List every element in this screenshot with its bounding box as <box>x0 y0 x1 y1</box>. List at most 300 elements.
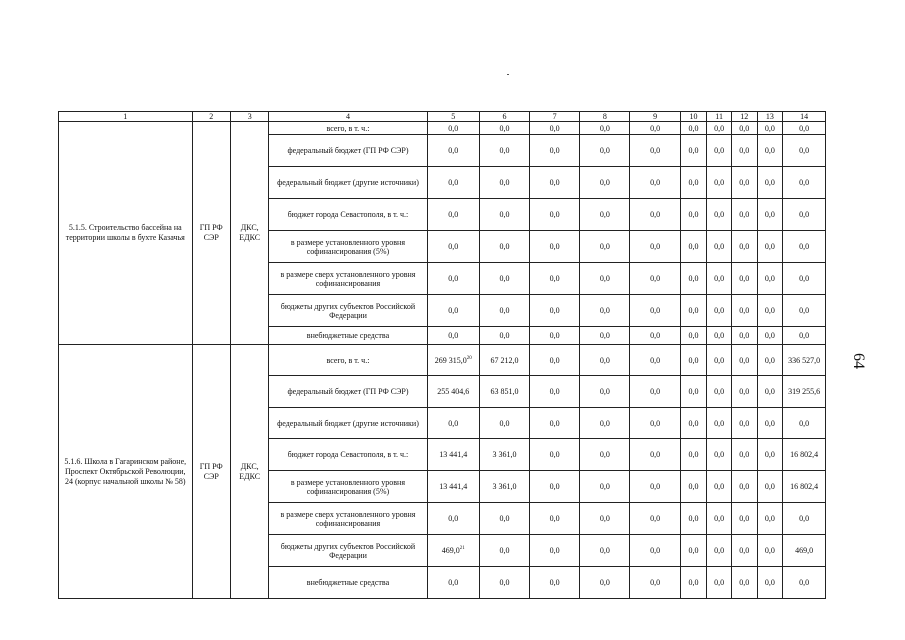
value-cell <box>731 199 757 231</box>
value-cell <box>427 535 479 567</box>
value-text: 0,0 <box>764 178 775 187</box>
value-text: 0,0 <box>739 578 750 587</box>
value-text: 0,0 <box>549 546 560 555</box>
value-text: 0,0 <box>764 146 775 155</box>
header-cell: 14 <box>783 112 826 122</box>
value-cell <box>707 439 732 471</box>
value-cell <box>427 376 479 408</box>
value-cell <box>479 567 529 599</box>
value-cell <box>580 535 630 567</box>
value-text: 0,0 <box>549 331 560 340</box>
value-cell <box>757 135 783 167</box>
value-text: 0,0 <box>714 242 725 251</box>
value-cell <box>530 471 580 503</box>
value-cell <box>530 231 580 263</box>
value-text: 0,0 <box>499 210 510 219</box>
value-cell <box>757 263 783 295</box>
value-text: 0,0 <box>448 418 459 428</box>
value-text: 0,0 <box>688 450 699 459</box>
scan-speck <box>507 74 509 75</box>
value-cell <box>707 345 732 376</box>
value-text: 0,0 <box>549 418 560 428</box>
value-cell <box>630 167 680 199</box>
value-text: 0,0 <box>688 146 699 155</box>
value-cell <box>630 199 680 231</box>
value-cell <box>680 567 707 599</box>
value-cell <box>680 263 707 295</box>
value-cell <box>580 567 630 599</box>
value-text: 0,0 <box>714 482 725 491</box>
value-cell <box>731 345 757 376</box>
funding-source-label: бюджет города Севастополя, в т. ч.: <box>269 199 427 231</box>
value-text: 0,0 <box>714 123 725 133</box>
value-text: 0,0 <box>714 210 725 219</box>
value-cell <box>680 471 707 503</box>
value-text: 0,0 <box>650 331 661 340</box>
funding-source-label: в размере сверх установленного уровня софинансирования <box>269 503 427 535</box>
value-cell <box>680 535 707 567</box>
header-cell: 3 <box>230 112 268 122</box>
value-text: 0,0 <box>764 482 775 491</box>
value-cell <box>580 167 630 199</box>
value-cell <box>680 122 707 135</box>
value-cell <box>783 535 826 567</box>
value-text: 0,0 <box>688 418 699 428</box>
value-cell <box>757 167 783 199</box>
value-text: 0,0 <box>499 331 510 340</box>
value-cell <box>731 122 757 135</box>
value-text: 0,0 <box>549 514 560 523</box>
value-cell <box>707 231 732 263</box>
funding-source-label: федеральный бюджет (ГП РФ СЭР) <box>269 135 427 167</box>
value-text: 3 361,0 <box>492 450 517 459</box>
value-cell <box>530 263 580 295</box>
value-text: 0,0 <box>739 482 750 491</box>
value-cell <box>479 295 529 327</box>
value-cell <box>580 376 630 408</box>
value-text: 0,0 <box>599 387 610 396</box>
value-text: 0,0 <box>688 306 699 315</box>
value-cell <box>757 408 783 439</box>
value-cell <box>707 327 732 345</box>
value-cell <box>783 567 826 599</box>
value-text: 0,0 <box>764 331 775 340</box>
footnote-marker: 21 <box>459 546 465 551</box>
value-text: 0,0 <box>714 578 725 587</box>
value-text: 0,0 <box>799 123 810 133</box>
value-text: 0,0 <box>650 418 661 428</box>
value-text: 0,0 <box>799 418 810 428</box>
funding-source-label: всего, в т. ч.: <box>269 122 427 135</box>
value-cell <box>630 376 680 408</box>
value-text: 0,0 <box>764 578 775 587</box>
value-cell <box>680 135 707 167</box>
value-text: 0,0 <box>499 546 510 555</box>
value-cell <box>783 439 826 471</box>
value-text: 0,0 <box>714 146 725 155</box>
value-text: 0,0 <box>764 242 775 251</box>
value-cell <box>630 135 680 167</box>
value-cell <box>731 231 757 263</box>
funding-source-label: федеральный бюджет (ГП РФ СЭР) <box>269 376 427 408</box>
funding-source-label: всего, в т. ч.: <box>269 345 427 376</box>
value-cell <box>580 231 630 263</box>
value-text: 255 404,6 <box>437 387 470 396</box>
value-cell <box>427 295 479 327</box>
footnote-marker: 20 <box>466 355 472 361</box>
value-text: 0,0 <box>549 123 560 133</box>
value-cell <box>707 567 732 599</box>
value-cell <box>707 471 732 503</box>
value-text: 0,0 <box>650 274 661 283</box>
value-text: 0,0 <box>688 355 699 365</box>
value-cell <box>707 199 732 231</box>
value-cell <box>630 295 680 327</box>
value-cell <box>479 503 529 535</box>
value-text: 0,0 <box>764 355 775 365</box>
header-cell: 12 <box>731 112 757 122</box>
value-text: 0,0 <box>688 578 699 587</box>
value-text: 0,0 <box>650 178 661 187</box>
value-text: 0,0 <box>764 306 775 315</box>
value-text: 0,0 <box>739 331 750 340</box>
value-cell <box>707 535 732 567</box>
value-text: 0,0 <box>739 274 750 283</box>
value-cell <box>580 327 630 345</box>
header-cell: 6 <box>479 112 529 122</box>
funding-source-label: в размере установленного уровня софинансирования (5%) <box>269 471 427 503</box>
value-cell <box>427 135 479 167</box>
value-text: 0,0 <box>499 306 510 315</box>
value-cell <box>580 471 630 503</box>
value-cell <box>783 122 826 135</box>
funding-source-label: федеральный бюджет (другие источники) <box>269 167 427 199</box>
value-cell <box>427 327 479 345</box>
header-cell: 7 <box>530 112 580 122</box>
value-cell <box>479 327 529 345</box>
value-text: 0,0 <box>499 514 510 523</box>
value-cell <box>783 408 826 439</box>
value-text: 0,0 <box>599 146 610 155</box>
value-text: 0,0 <box>739 546 750 555</box>
value-text: 67 212,0 <box>490 355 519 365</box>
value-text: 0,0 <box>764 387 775 396</box>
value-text: 0,0 <box>448 210 459 219</box>
value-cell <box>783 135 826 167</box>
value-cell <box>757 122 783 135</box>
value-cell <box>757 376 783 408</box>
header-cell: 4 <box>269 112 427 122</box>
value-cell <box>707 263 732 295</box>
value-text: 13 441,4 <box>439 450 468 459</box>
value-cell <box>427 471 479 503</box>
value-cell <box>731 327 757 345</box>
value-cell <box>731 376 757 408</box>
value-cell <box>479 439 529 471</box>
value-cell <box>783 199 826 231</box>
value-text: 0,0 <box>650 450 661 459</box>
value-text: 469,0 <box>795 546 814 555</box>
value-cell <box>731 263 757 295</box>
value-text: 16 802,4 <box>790 450 819 459</box>
value-text: 0,0 <box>499 418 510 428</box>
value-cell <box>530 199 580 231</box>
value-text: 0,0 <box>688 210 699 219</box>
value-cell <box>580 503 630 535</box>
value-text: 0,0 <box>448 514 459 523</box>
value-text: 0,0 <box>599 331 610 340</box>
value-cell <box>783 167 826 199</box>
value-text: 16 802,4 <box>790 482 819 491</box>
value-cell <box>630 122 680 135</box>
value-text: 0,0 <box>688 242 699 251</box>
value-cell <box>757 503 783 535</box>
value-cell <box>757 345 783 376</box>
value-cell <box>680 231 707 263</box>
table-row <box>59 122 826 135</box>
value-cell <box>707 167 732 199</box>
value-text: 0,0 <box>714 355 725 365</box>
value-cell <box>630 345 680 376</box>
value-cell <box>731 471 757 503</box>
value-cell <box>630 231 680 263</box>
value-cell <box>479 167 529 199</box>
value-text: 0,0 <box>688 546 699 555</box>
value-cell <box>757 199 783 231</box>
value-text: 0,0 <box>764 418 775 428</box>
value-text: 0,0 <box>448 331 459 340</box>
value-cell <box>479 199 529 231</box>
value-text: 0,0 <box>714 331 725 340</box>
value-cell <box>479 376 529 408</box>
funding-source-label: бюджеты других субъектов Российской Федерации <box>269 295 427 327</box>
value-text: 0,0 <box>549 178 560 187</box>
value-cell <box>731 295 757 327</box>
value-text: 0,0 <box>599 274 610 283</box>
value-text: 0,0 <box>599 178 610 187</box>
value-text: 0,0 <box>599 355 610 365</box>
program-cell: ГП РФ СЭР <box>192 122 230 345</box>
funding-source-label: бюджеты других субъектов Российской Федерации <box>269 535 427 567</box>
value-cell <box>757 295 783 327</box>
value-cell <box>427 231 479 263</box>
value-cell <box>427 263 479 295</box>
value-cell <box>630 327 680 345</box>
value-text: 0,0 <box>739 306 750 315</box>
value-text: 469,0 <box>441 546 460 555</box>
value-text: 0,0 <box>688 482 699 491</box>
value-cell <box>630 263 680 295</box>
value-text: 0,0 <box>739 178 750 187</box>
value-cell <box>479 263 529 295</box>
value-text: 0,0 <box>549 482 560 491</box>
value-cell <box>427 167 479 199</box>
value-text: 0,0 <box>650 387 661 396</box>
value-cell <box>731 439 757 471</box>
value-cell <box>731 503 757 535</box>
value-cell <box>680 408 707 439</box>
value-text: 0,0 <box>499 146 510 155</box>
value-text: 0,0 <box>650 123 661 133</box>
value-cell <box>530 295 580 327</box>
value-text: 0,0 <box>650 210 661 219</box>
value-cell <box>530 135 580 167</box>
value-cell <box>530 327 580 345</box>
value-text: 0,0 <box>688 514 699 523</box>
value-text: 13 441,4 <box>439 482 468 491</box>
budget-table <box>58 111 826 599</box>
value-cell <box>680 327 707 345</box>
value-text: 0,0 <box>688 178 699 187</box>
value-cell <box>680 167 707 199</box>
value-text: 0,0 <box>448 146 459 155</box>
value-text: 0,0 <box>714 178 725 187</box>
value-text: 0,0 <box>599 578 610 587</box>
value-cell <box>630 535 680 567</box>
value-text: 0,0 <box>739 242 750 251</box>
value-cell <box>479 535 529 567</box>
value-text: 0,0 <box>688 387 699 396</box>
funding-source-label: в размере установленного уровня софинансирования (5%) <box>269 231 427 263</box>
value-cell <box>757 439 783 471</box>
value-text: 0,0 <box>549 306 560 315</box>
value-cell <box>427 439 479 471</box>
value-cell <box>757 535 783 567</box>
value-cell <box>783 231 826 263</box>
header-cell: 13 <box>757 112 783 122</box>
value-text: 0,0 <box>650 146 661 155</box>
header-cell: 1 <box>59 112 193 122</box>
header-cell: 2 <box>192 112 230 122</box>
value-text: 0,0 <box>549 146 560 155</box>
value-cell <box>680 345 707 376</box>
value-text: 0,0 <box>739 210 750 219</box>
value-cell <box>707 122 732 135</box>
value-cell <box>680 503 707 535</box>
value-text: 0,0 <box>799 578 810 587</box>
value-cell <box>427 503 479 535</box>
value-cell <box>479 408 529 439</box>
value-cell <box>580 345 630 376</box>
value-text: 0,0 <box>714 418 725 428</box>
value-text: 0,0 <box>739 418 750 428</box>
value-text: 0,0 <box>650 482 661 491</box>
value-text: 0,0 <box>739 123 750 133</box>
value-cell <box>757 567 783 599</box>
value-cell <box>427 199 479 231</box>
value-text: 0,0 <box>549 355 560 365</box>
value-cell <box>530 503 580 535</box>
value-cell <box>580 135 630 167</box>
value-text: 0,0 <box>599 242 610 251</box>
value-cell <box>530 535 580 567</box>
value-cell <box>530 122 580 135</box>
value-cell <box>630 503 680 535</box>
value-cell <box>427 408 479 439</box>
value-text: 0,0 <box>599 210 610 219</box>
value-text: 63 851,0 <box>490 387 519 396</box>
value-cell <box>680 376 707 408</box>
value-text: 0,0 <box>799 178 810 187</box>
value-text: 0,0 <box>549 274 560 283</box>
value-cell <box>731 167 757 199</box>
value-cell <box>783 345 826 376</box>
value-text: 0,0 <box>599 546 610 555</box>
value-text: 3 361,0 <box>492 482 517 491</box>
header-cell: 11 <box>707 112 732 122</box>
value-text: 0,0 <box>714 387 725 396</box>
value-text: 0,0 <box>714 306 725 315</box>
value-cell <box>530 439 580 471</box>
value-text: 269 315,0 <box>434 355 467 365</box>
value-text: 0,0 <box>499 123 510 133</box>
value-text: 0,0 <box>448 123 459 133</box>
value-cell <box>530 376 580 408</box>
value-cell <box>530 345 580 376</box>
value-cell <box>783 295 826 327</box>
value-text: 0,0 <box>739 450 750 459</box>
value-text: 0,0 <box>714 450 725 459</box>
program-cell: ГП РФ СЭР <box>192 345 230 599</box>
header-cell: 9 <box>630 112 680 122</box>
value-text: 0,0 <box>764 514 775 523</box>
value-text: 0,0 <box>799 306 810 315</box>
value-cell <box>479 345 529 376</box>
value-text: 0,0 <box>599 123 610 133</box>
value-text: 0,0 <box>599 482 610 491</box>
value-cell <box>580 408 630 439</box>
value-text: 0,0 <box>688 331 699 340</box>
value-text: 0,0 <box>799 210 810 219</box>
value-text: 0,0 <box>764 210 775 219</box>
value-cell <box>783 503 826 535</box>
value-text: 336 527,0 <box>788 355 821 365</box>
value-text: 0,0 <box>764 123 775 133</box>
value-cell <box>783 471 826 503</box>
value-cell <box>731 408 757 439</box>
funding-source-label: федеральный бюджет (другие источники) <box>269 408 427 439</box>
value-text: 0,0 <box>799 331 810 340</box>
value-text: 0,0 <box>739 146 750 155</box>
value-cell <box>479 122 529 135</box>
value-cell <box>707 408 732 439</box>
value-text: 0,0 <box>448 178 459 187</box>
value-text: 0,0 <box>714 514 725 523</box>
value-cell <box>783 327 826 345</box>
value-cell <box>757 327 783 345</box>
value-cell <box>731 535 757 567</box>
value-cell <box>580 199 630 231</box>
value-text: 0,0 <box>799 514 810 523</box>
value-text: 0,0 <box>764 274 775 283</box>
value-cell <box>580 263 630 295</box>
value-text: 0,0 <box>448 578 459 587</box>
value-text: 0,0 <box>764 450 775 459</box>
value-text: 0,0 <box>799 242 810 251</box>
value-cell <box>680 295 707 327</box>
value-cell <box>731 567 757 599</box>
header-cell: 10 <box>680 112 707 122</box>
value-cell <box>479 471 529 503</box>
value-cell <box>427 122 479 135</box>
value-cell <box>783 376 826 408</box>
value-text: 0,0 <box>650 242 661 251</box>
value-cell <box>630 567 680 599</box>
value-cell <box>630 408 680 439</box>
page-number: 64 <box>850 353 867 369</box>
executor-cell: ДКС, ЕДКС <box>230 122 268 345</box>
value-text: 0,0 <box>599 450 610 459</box>
